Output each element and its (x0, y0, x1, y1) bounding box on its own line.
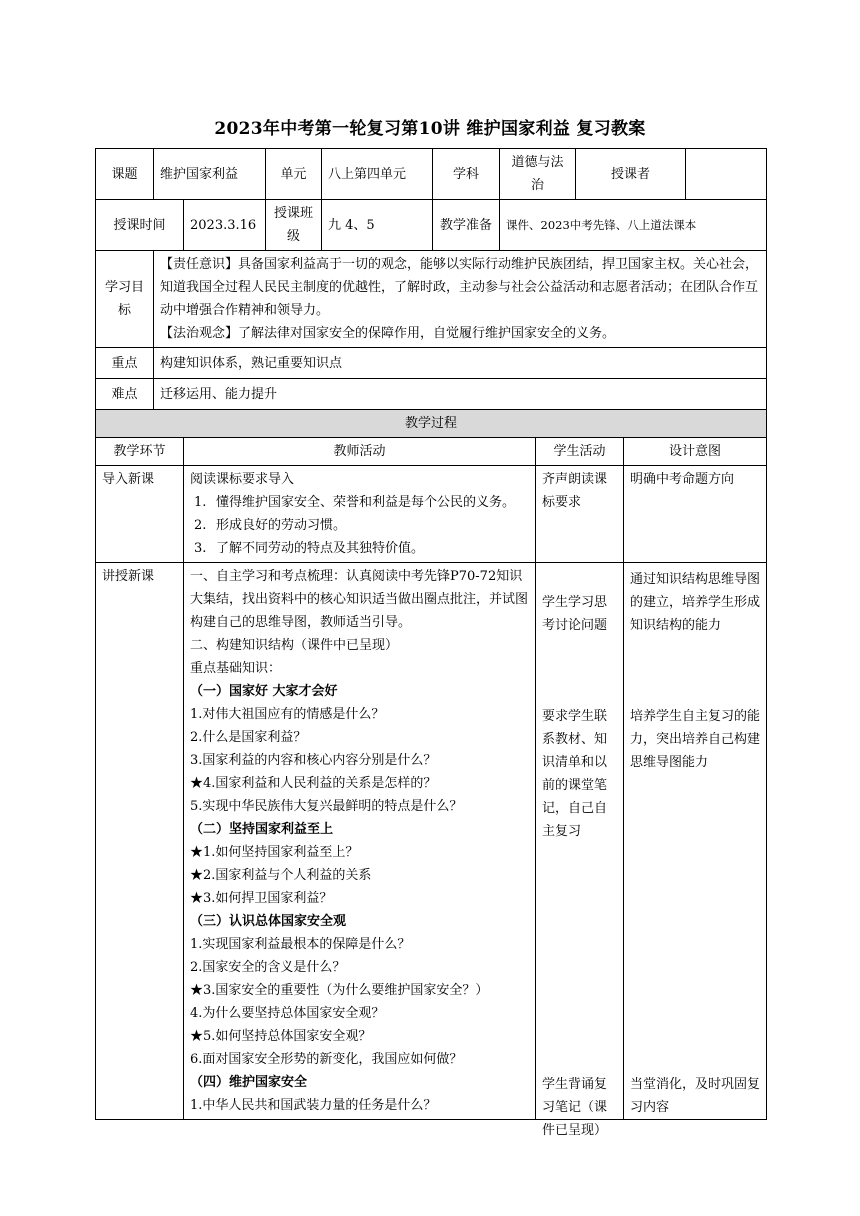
section-heading: （二）坚持国家利益至上 (190, 822, 334, 837)
class-label: 授课班级 (266, 200, 322, 251)
intro-item-number: 3. (194, 541, 207, 556)
intro-intent: 明确中考命题方向 (624, 466, 767, 563)
question: 1.中华人民共和国武装力量的任务是什么？ (190, 1098, 437, 1113)
student-activity-3: 学生背诵复习笔记（课件已呈现） (542, 1077, 608, 1138)
intro-student: 齐声朗读课标要求 (536, 466, 624, 563)
question: ★1.如何坚持国家利益至上？ (190, 845, 359, 860)
process-header: 教学过程 (96, 410, 767, 438)
objectives-label: 学习目标 (96, 251, 154, 348)
intro-item (190, 537, 529, 560)
column-student: 学生活动 (536, 438, 624, 466)
intro-row (96, 466, 767, 563)
lecture-paragraph: 二、构建知识结构（课件中已呈现） (190, 638, 399, 653)
key-point-row (96, 348, 767, 379)
time-value: 2023.3.16 (184, 200, 266, 251)
intro-item-text: 形成良好的劳动习惯。 (216, 518, 347, 533)
intro-item (190, 491, 529, 514)
question: 6.面对国家安全形势的新变化，我国应如何做？ (190, 1052, 463, 1067)
topic-label: 课题 (96, 149, 154, 200)
prep-label: 教学准备 (433, 200, 500, 251)
section-heading: （四）维护国家安全 (190, 1075, 308, 1090)
unit-value: 八上第四单元 (322, 149, 433, 200)
column-intent: 设计意图 (624, 438, 767, 466)
info-row-2 (96, 200, 767, 251)
class-value: 九 4、5 (322, 200, 433, 251)
question: ★3.国家安全的重要性（为什么要维护国家安全？） (190, 983, 489, 998)
lecture-stage: 讲授新课 (96, 563, 184, 1120)
intro-item-number: 2. (194, 518, 207, 533)
lecture-row (96, 563, 767, 1120)
intro-teacher (184, 466, 536, 563)
student-activity-1: 学生学习思考讨论问题 (542, 595, 608, 633)
question: 1.实现国家利益最根本的保障是什么？ (190, 937, 411, 952)
process-columns-row (96, 438, 767, 466)
design-intent-3: 当堂消化，及时巩固复习内容 (630, 1077, 761, 1115)
objectives-content (154, 251, 767, 348)
intro-item-text: 了解不同劳动的特点及其独特价值。 (216, 541, 425, 556)
question: 2.国家安全的含义是什么？ (190, 960, 346, 975)
question: ★3.如何捍卫国家利益？ (190, 891, 333, 906)
objective-responsibility: 【责任意识】具备国家利益高于一切的观念，能够以实际行动维护民族团结，捍卫国家主权。关心社会，知道我国全过程人民民主制度的优越性，了解时政，主动参与社会公益活动和志愿者活动；在团队合作互动中增强合作精神和领导力。 (160, 257, 759, 318)
question: ★2.国家利益与个人利益的关系 (190, 868, 372, 883)
lecture-student (536, 563, 624, 1138)
topic-value: 维护国家利益 (154, 149, 266, 200)
teacher-value (686, 149, 767, 200)
key-point-label: 重点 (96, 348, 154, 379)
lecture-intent (624, 563, 767, 1120)
teacher-label: 授课者 (576, 149, 686, 200)
intro-stage: 导入新课 (96, 466, 184, 563)
question: ★4.国家利益和人民利益的关系是怎样的？ (190, 776, 437, 791)
prep-value: 课件、2023中考先锋、八上道法课本 (500, 200, 767, 251)
intro-item-number: 1. (194, 495, 207, 510)
question: 4.为什么要坚持总体国家安全观？ (190, 1006, 385, 1021)
question: ★5.如何坚持总体国家安全观？ (190, 1029, 372, 1044)
difficulty-label: 难点 (96, 379, 154, 410)
objectives-row (96, 251, 767, 348)
design-intent-2: 培养学生自主复习的能力，突出培养自己构建思维导图能力 (630, 709, 761, 770)
column-teacher: 教师活动 (184, 438, 536, 466)
question: 3.国家利益的内容和核心内容分别是什么？ (190, 753, 437, 768)
process-header-row (96, 410, 767, 438)
time-label: 授课时间 (96, 200, 184, 251)
intro-lead: 阅读课标要求导入 (190, 472, 295, 487)
intro-item (190, 514, 529, 537)
lecture-paragraph: 重点基础知识： (190, 661, 282, 676)
unit-label: 单元 (266, 149, 322, 200)
key-point-value: 构建知识体系，熟记重要知识点 (154, 348, 767, 379)
section-heading: （三）认识总体国家安全观 (190, 914, 347, 929)
lecture-teacher (184, 563, 536, 1120)
column-stage: 教学环节 (96, 438, 184, 466)
question: 5.实现中华民族伟大复兴最鲜明的特点是什么？ (190, 799, 463, 814)
page-title: 2023年中考第一轮复习第10讲 维护国家利益 复习教案 (214, 119, 646, 139)
lecture-paragraph: 一、自主学习和考点梳理：认真阅读中考先锋P70-72知识大集结，找出资料中的核心知识适当做出圈点批注，并试图构建自己的思维导图，教师适当引导。 (190, 569, 529, 630)
intro-item-text: 懂得维护国家安全、荣誉和利益是每个公民的义务。 (216, 495, 516, 510)
difficulty-row (96, 379, 767, 410)
design-intent-1: 通过知识结构思维导图的建立，培养学生形成知识结构的能力 (630, 572, 761, 633)
student-activity-2: 要求学生联系教材、知识清单和以前的课堂笔记，自己自主复习 (542, 709, 608, 839)
lesson-plan-table (95, 148, 767, 1138)
question: 1.对伟大祖国应有的情感是什么？ (190, 707, 385, 722)
subject-label: 学科 (433, 149, 500, 200)
info-row-1 (96, 149, 767, 200)
question: 2.什么是国家利益？ (190, 730, 307, 745)
section-heading: （一）国家好 大家才会好 (190, 684, 338, 699)
objective-rule-of-law: 【法治观念】了解法律对国家安全的保障作用，自觉履行维护国家安全的义务。 (160, 326, 616, 341)
subject-value: 道德与法治 (500, 149, 576, 200)
difficulty-value: 迁移运用、能力提升 (154, 379, 767, 410)
